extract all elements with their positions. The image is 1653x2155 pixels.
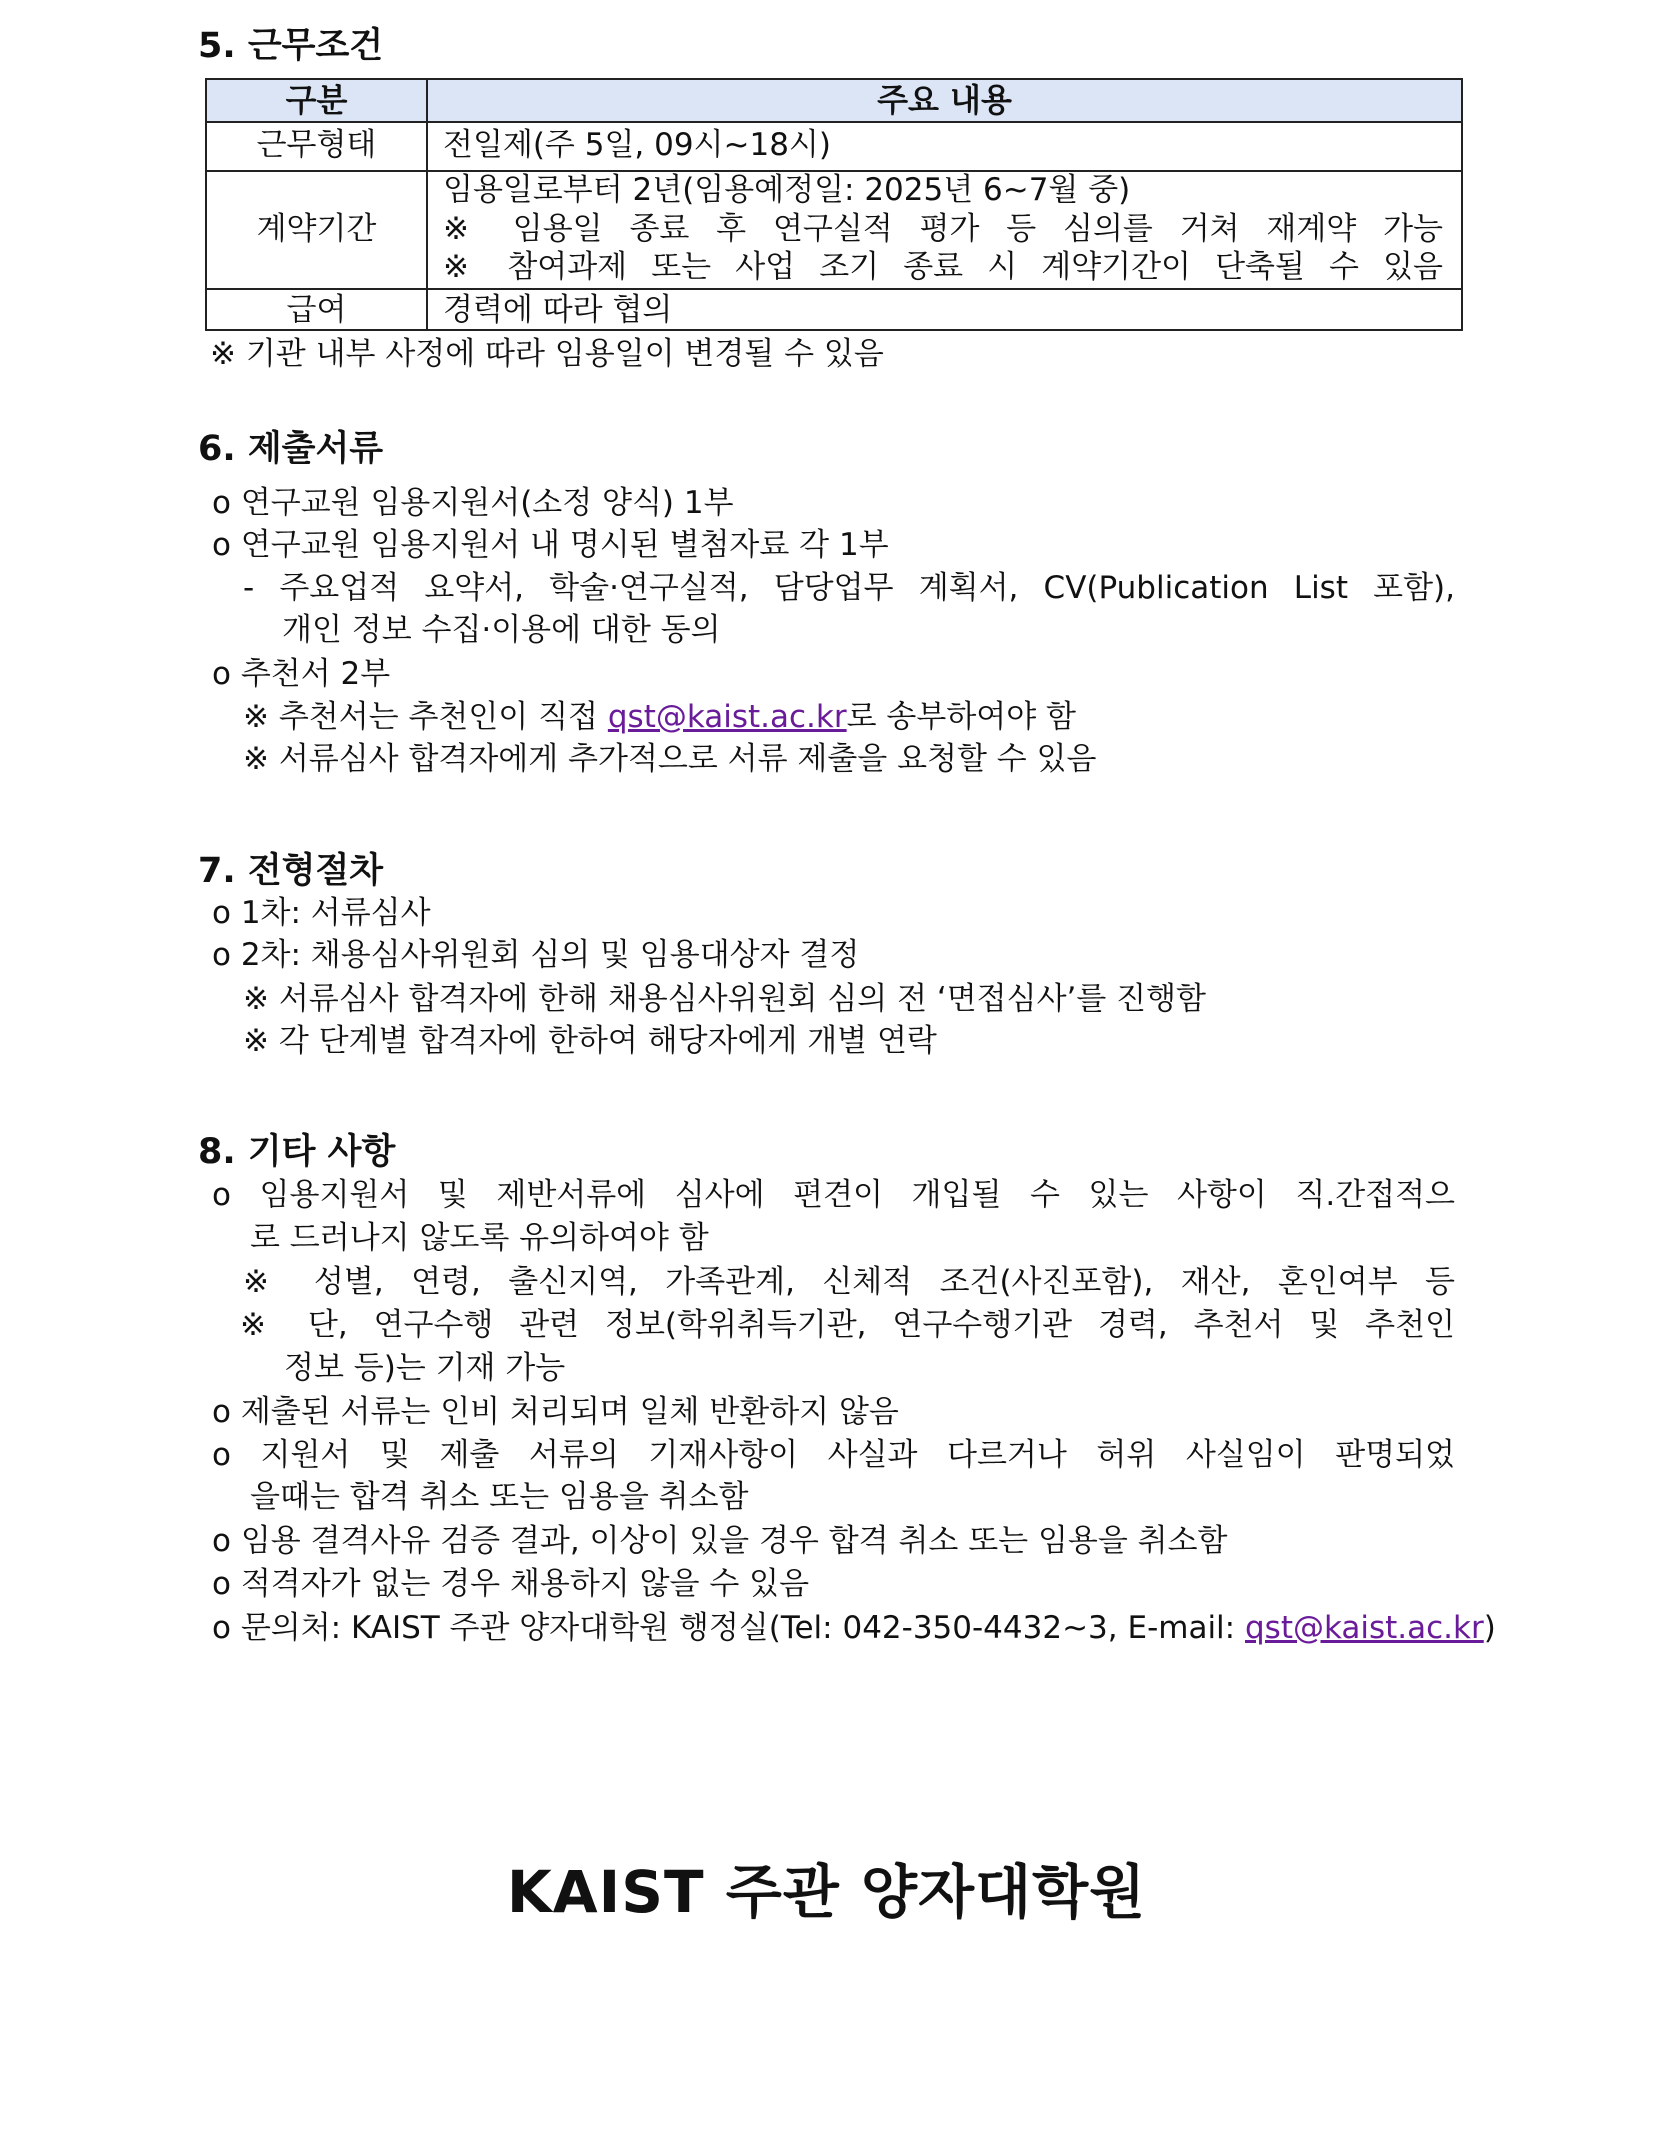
work-conditions-table — [205, 78, 1463, 331]
docs-item-1: o 연구교원 임용지원서(소정 양식) 1부 — [212, 485, 734, 521]
row-value-salary: 경력에 따라 협의 — [443, 292, 673, 328]
misc-item-1: o 임용지원서 및 제반서류에 심사에 편견이 개입될 수 있는 사항이 직.간접적으 — [212, 1177, 1455, 1213]
footer-organization: KAIST 주관 양자대학원 — [506, 1858, 1147, 1926]
process-note-2: ※ 각 단계별 합격자에 한하여 해당자에게 개별 연락 — [243, 1023, 937, 1059]
row-value-work-type: 전일제(주 5일, 09시~18시) — [443, 127, 831, 163]
email-link[interactable]: qst@kaist.ac.kr — [607, 699, 847, 735]
docs-note-1: ※ 추천서는 추천인이 직접 qst@kaist.ac.kr로 송부하여야 함 — [243, 699, 1076, 735]
misc-item-4: o 임용 결격사유 검증 결과, 이상이 있을 경우 합격 취소 또는 임용을 취소함 — [212, 1523, 1228, 1559]
process-note-1: ※ 서류심사 합격자에 한해 채용심사위원회 심의 전 ‘면접심사’를 진행함 — [243, 981, 1207, 1017]
misc-item-3: o 지원서 및 제출 서류의 기재사항이 사실과 다르거나 허위 사실임이 판명되었 — [212, 1437, 1455, 1473]
docs-subitem-1: - 주요업적 요약서, 학술·연구실적, 담당업무 계획서, CV(Publication List 포함), — [243, 570, 1455, 606]
docs-subitem-1-cont: 개인 정보 수집·이용에 대한 동의 — [282, 612, 721, 648]
misc-item-2: o 제출된 서류는 인비 처리되며 일체 반환하지 않음 — [212, 1394, 899, 1430]
misc-item-5: o 적격자가 없는 경우 채용하지 않을 수 있음 — [212, 1566, 810, 1602]
contract-period-line-3: ※ 참여과제 또는 사업 조기 종료 시 계약기간이 단축될 수 있음 — [443, 249, 1443, 285]
contact-email-link[interactable]: qst@kaist.ac.kr — [1244, 1610, 1484, 1646]
process-step-2: o 2차: 채용심사위원회 심의 및 임용대상자 결정 — [212, 937, 860, 973]
row-label-work-type: 근무형태 — [256, 127, 377, 163]
section-7-heading: 7. 전형절차 — [198, 851, 384, 891]
docs-note-2: ※ 서류심사 합격자에게 추가적으로 서류 제출을 요청할 수 있음 — [243, 741, 1097, 777]
contract-period-line-1: 임용일로부터 2년(임용예정일: 2025년 6~7월 중) — [443, 172, 1131, 208]
section-5-heading: 5. 근무조건 — [198, 26, 384, 66]
section-5-note: ※ 기관 내부 사정에 따라 임용일이 변경될 수 있음 — [210, 336, 884, 372]
misc-item-3-cont: 을때는 합격 취소 또는 임용을 취소함 — [250, 1479, 749, 1515]
row-label-salary: 급여 — [286, 292, 347, 328]
docs-item-3: o 추천서 2부 — [212, 656, 391, 692]
section-6-heading: 6. 제출서류 — [198, 429, 384, 469]
misc-item-1-cont: 로 드러나지 않도록 유의하여야 함 — [250, 1220, 709, 1256]
misc-note-2-cont: 정보 등)는 기재 가능 — [284, 1350, 566, 1386]
header-category: 구분 — [285, 81, 348, 119]
misc-note-1: ※ 성별, 연령, 출신지역, 가족관계, 신체적 조건(사진포함), 재산, 혼인여부 등 — [243, 1264, 1455, 1300]
section-8-heading: 8. 기타 사항 — [198, 1132, 396, 1172]
header-content: 주요 내용 — [877, 81, 1012, 119]
misc-item-contact: o 문의처: KAIST 주관 양자대학원 행정실(Tel: 042-350-4432~3, E-mail: qst@kaist.ac.kr) — [212, 1610, 1496, 1646]
misc-note-2: ※ 단, 연구수행 관련 정보(학위취득기관, 연구수행기관 경력, 추천서 및 추천인 — [240, 1307, 1455, 1343]
docs-item-2: o 연구교원 임용지원서 내 명시된 별첨자료 각 1부 — [212, 527, 889, 563]
row-label-contract-period: 계약기간 — [256, 211, 377, 247]
contract-period-line-2: ※ 임용일 종료 후 연구실적 평가 등 심의를 거쳐 재계약 가능 — [443, 211, 1443, 247]
process-step-1: o 1차: 서류심사 — [212, 895, 431, 931]
